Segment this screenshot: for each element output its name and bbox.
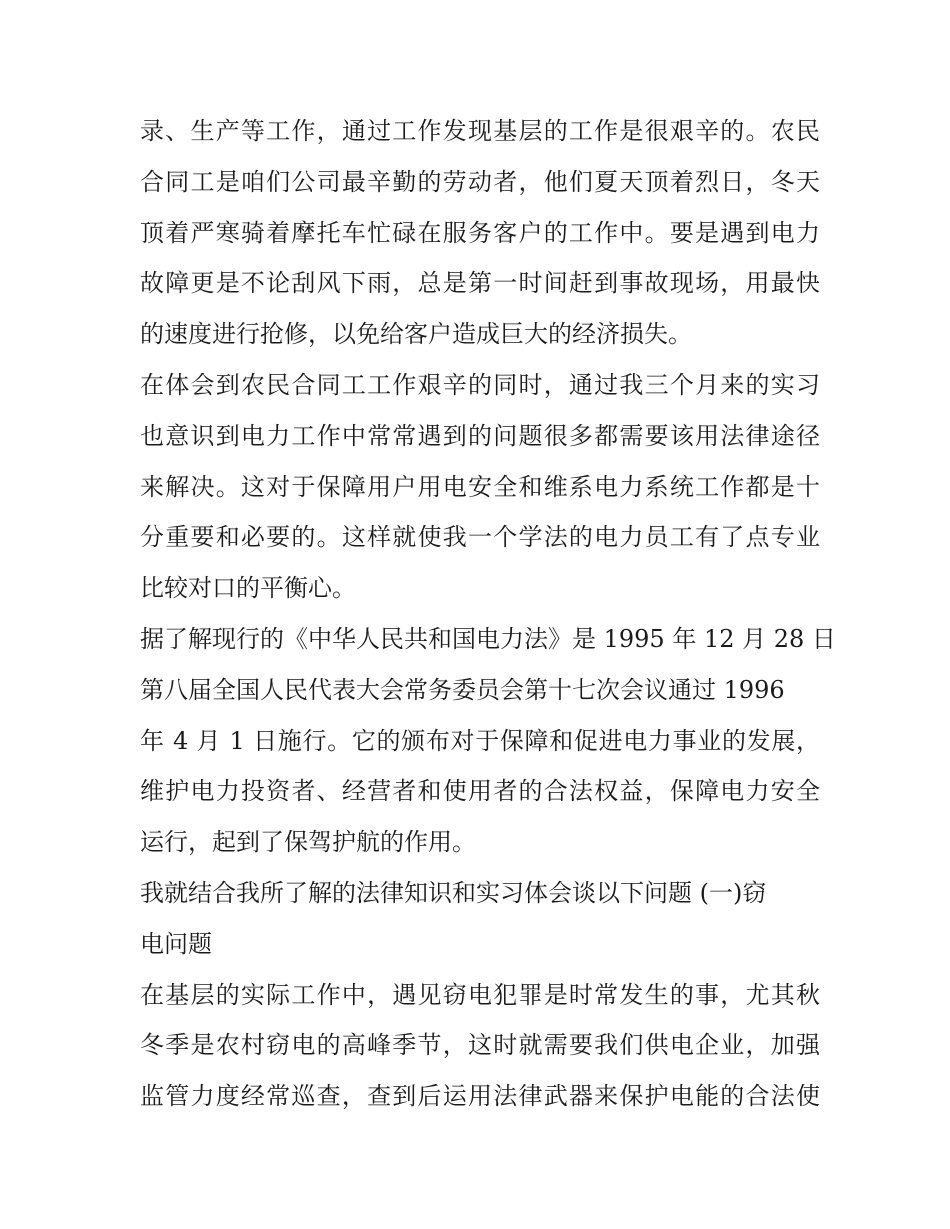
text-line: 监管力度经常巡查，查到后运用法律武器来保护电能的合法使 bbox=[140, 1082, 820, 1111]
text-line: 年 4 月 1 日施行。它的颁布对于保障和促进电力事业的发展， bbox=[140, 726, 820, 755]
text-line: 第八届全国人民代表大会常务委员会第十七次会议通过 1996 bbox=[140, 675, 785, 704]
text-line: 录、生产等工作，通过工作发现基层的工作是很艰辛的。农民 bbox=[140, 117, 820, 145]
text-line: 合同工是咱们公司最辛勤的劳动者，他们夏天顶着烈日，冬天 bbox=[140, 167, 820, 196]
text-line: 我就结合我所了解的法律知识和实习体会谈以下问题 (一)窃 bbox=[140, 878, 767, 907]
text-line: 故障更是不论刮风下雨，总是第一时间赶到事故现场，用最快 bbox=[140, 269, 820, 298]
text-line: 顶着严寒骑着摩托车忙碌在服务客户的工作中。要是遇到电力 bbox=[140, 218, 820, 247]
text-line: 分重要和必要的。这样就使我一个学法的电力员工有了点专业 bbox=[140, 523, 820, 552]
text-line: 据了解现行的《中华人民共和国电力法》是 1995 年 12 月 28 日 bbox=[140, 624, 836, 653]
text-line: 电问题 bbox=[140, 929, 212, 958]
text-line: 在基层的实际工作中，遇见窃电犯罪是时常发生的事，尤其秋 bbox=[140, 980, 820, 1009]
text-line: 比较对口的平衡心。 bbox=[140, 574, 356, 603]
text-line: 冬季是农村窃电的高峰季节，这时就需要我们供电企业，加强 bbox=[140, 1031, 820, 1060]
text-line: 运行，起到了保驾护航的作用。 bbox=[140, 828, 476, 857]
body-text bbox=[140, 106, 836, 1122]
text-line: 在体会到农民合同工工作艰辛的同时，通过我三个月来的实习 bbox=[140, 370, 820, 399]
text-line: 也意识到电力工作中常常遇到的问题很多都需要该用法律途径 bbox=[140, 421, 820, 450]
text-line: 维护电力投资者、经营者和使用者的合法权益，保障电力安全 bbox=[140, 777, 820, 806]
text-line: 来解决。这对于保障用户用电安全和维系电力系统工作都是十 bbox=[140, 472, 820, 501]
text-line: 的速度进行抢修，以免给客户造成巨大的经济损失。 bbox=[140, 320, 692, 349]
